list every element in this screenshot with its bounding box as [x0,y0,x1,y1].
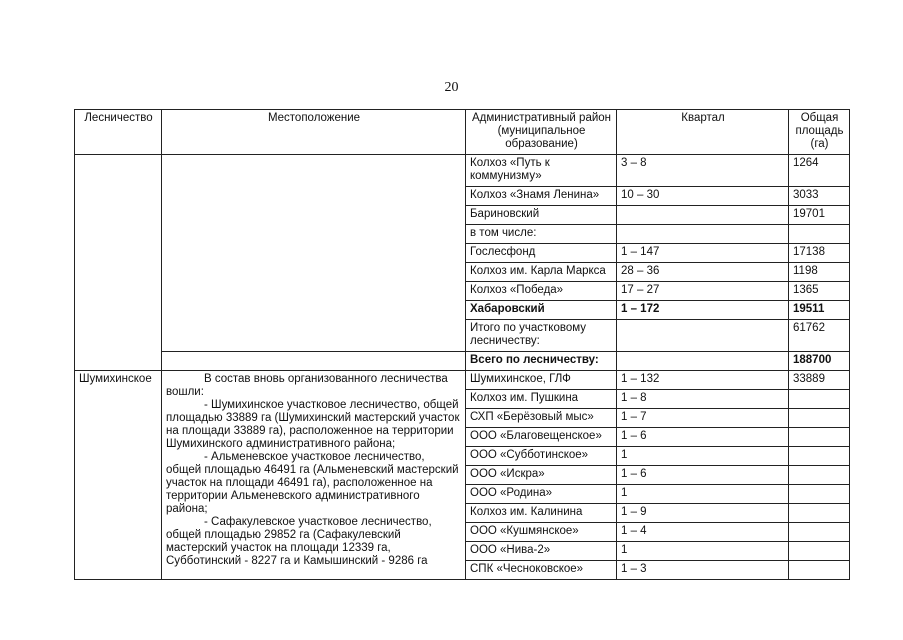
header-row [75,110,850,155]
area-cell [789,523,850,542]
quarter-cell: 10 – 30 [617,187,789,206]
area-cell [789,390,850,409]
location-description [162,371,466,580]
area-cell: 17138 [789,244,850,263]
description-paragraph: - Сафакулевское участковое лесничество, общей площадью 29852 га (Сафакулевский мастерский участок на площади 12339 га, Субботинский - 8227 га и Камышинский - 9286 га [166,516,432,567]
district-cell: Колхоз «Путь к коммунизму» [466,155,617,187]
header-district: Административный район (муниципальное образование) [466,110,617,155]
quarter-cell [617,352,789,371]
quarter-cell: 28 – 36 [617,263,789,282]
area-cell: 3033 [789,187,850,206]
total-row [75,352,850,371]
description-paragraph: В состав вновь организованного лесничества вошли: [166,373,448,398]
table-row [75,371,850,390]
district-cell: Шумихинское, ГЛФ [466,371,617,390]
quarter-cell: 1 – 147 [617,244,789,263]
quarter-cell: 1 – 4 [617,523,789,542]
area-cell: 1264 [789,155,850,187]
area-cell: 19701 [789,206,850,225]
total-label: Всего по лесничеству: [466,352,617,371]
area-cell: 1198 [789,263,850,282]
area-cell [789,561,850,580]
area-cell [789,447,850,466]
quarter-cell: 17 – 27 [617,282,789,301]
district-cell: Колхоз «Победа» [466,282,617,301]
district-cell: ООО «Благовещенское» [466,428,617,447]
forestry-table [74,109,850,580]
description-paragraph: - Шумихинское участковое лесничество, общей площадью 33889 га (Шумихинский мастерский участок на площади 33889 га), расположенное на территории Шумихинского административного района; [166,399,460,450]
district-cell: Колхоз им. Карла Маркса [466,263,617,282]
quarter-cell: 1 – 132 [617,371,789,390]
total-area: 188700 [789,352,850,371]
header-quarter: Квартал [617,110,789,155]
quarter-cell: 1 [617,485,789,504]
district-cell: в том числе: [466,225,617,244]
area-cell: 33889 [789,371,850,390]
quarter-cell: 1 – 172 [617,301,789,320]
district-cell: СХП «Берёзовый мыс» [466,409,617,428]
district-cell: ООО «Искра» [466,466,617,485]
area-cell [789,485,850,504]
area-cell: 61762 [789,320,850,352]
quarter-cell: 1 [617,542,789,561]
quarter-cell: 1 – 6 [617,466,789,485]
quarter-cell: 1 – 7 [617,409,789,428]
description-paragraph: - Альменевское участковое лесничество, общей площадью 46491 га (Альменевский мастерский участок на площади 46491 га), расположенное на территории Альменевского административного района; [166,451,459,515]
district-cell: ООО «Кушмянское» [466,523,617,542]
area-cell [789,428,850,447]
header-location: Местоположение [162,110,466,155]
district-cell: СПК «Чесноковское» [466,561,617,580]
location-cell-empty [162,352,466,371]
district-cell: Колхоз им. Пушкина [466,390,617,409]
forestry-cell-empty [75,155,162,371]
district-cell: Бариновский [466,206,617,225]
area-cell [789,542,850,561]
quarter-cell: 1 – 3 [617,561,789,580]
quarter-cell: 1 – 8 [617,390,789,409]
quarter-cell [617,206,789,225]
district-cell: Гослесфонд [466,244,617,263]
district-cell: Итого по участковому лесничеству: [466,320,617,352]
header-forestry: Лесничество [75,110,162,155]
quarter-cell [617,225,789,244]
area-cell [789,409,850,428]
header-area: Общая площадь (га) [789,110,850,155]
area-cell [789,504,850,523]
quarter-cell: 3 – 8 [617,155,789,187]
forestry-name: Шумихинское [75,371,162,580]
table-row [75,155,850,187]
district-cell: ООО «Нива-2» [466,542,617,561]
district-cell: ООО «Родина» [466,485,617,504]
district-cell: Колхоз им. Калинина [466,504,617,523]
district-cell: Колхоз «Знамя Ленина» [466,187,617,206]
quarter-cell: 1 [617,447,789,466]
area-cell: 1365 [789,282,850,301]
area-cell: 19511 [789,301,850,320]
district-cell: Хабаровский [466,301,617,320]
location-cell-empty [162,155,466,352]
area-cell [789,225,850,244]
page-number: 20 [444,80,459,95]
quarter-cell: 1 – 9 [617,504,789,523]
area-cell [789,466,850,485]
quarter-cell [617,320,789,352]
district-cell: ООО «Субботинское» [466,447,617,466]
quarter-cell: 1 – 6 [617,428,789,447]
